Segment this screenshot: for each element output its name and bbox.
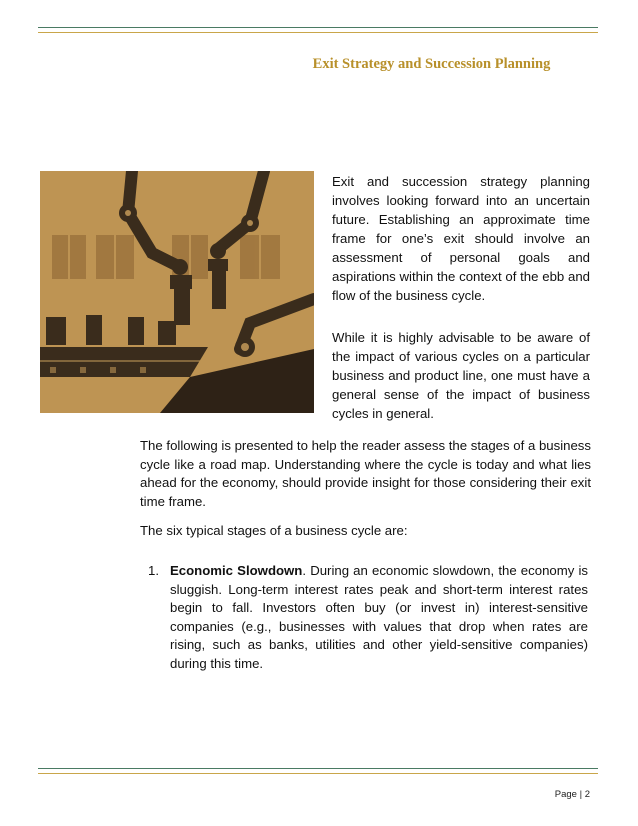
- list-item-text: . During an economic slowdown, the economy is sluggish. Long-term interest rates peak and short-term interest rates begin to fall. Investors often buy (or invest in) interest-sensitive companies (e.g., businesses with values that drop when rates are rising, such as banks, utilities and other yield-sensitive companies) during this time.: [170, 563, 588, 671]
- list-item: [148, 562, 588, 674]
- robotic-arms-illustration: [40, 171, 314, 413]
- intro-paragraph-1: Exit and succession strategy planning involves looking forward into an uncertain future. Establishing an approximate time frame for one’s exit should involve an assessment of personal goals and aspirations within the context of the ebb and flow of the business cycle.: [332, 174, 590, 303]
- body-paragraph-stages-intro: The six typical stages of a business cycle are:: [140, 523, 408, 538]
- stages-list: [148, 562, 588, 674]
- page-title: Exit Strategy and Succession Planning: [312, 56, 551, 72]
- header-rule: [38, 27, 598, 33]
- body-paragraph-roadmap: The following is presented to help the reader assess the stages of a business cycle like a road map. Understanding where the cycle is today and what lies ahead for the economy, should provide insight for those considering their exit time frame.: [140, 438, 591, 509]
- intro-paragraph-2: While it is highly advisable to be aware of the impact of various cycles on a particular business and product line, one must have a general sense of the impact of business cycles in general.: [332, 330, 590, 421]
- page-number: Page | 2: [554, 789, 590, 800]
- list-item-number: 1.: [148, 563, 159, 578]
- list-item-title: Economic Slowdown: [170, 563, 303, 578]
- footer-rule: [38, 768, 598, 774]
